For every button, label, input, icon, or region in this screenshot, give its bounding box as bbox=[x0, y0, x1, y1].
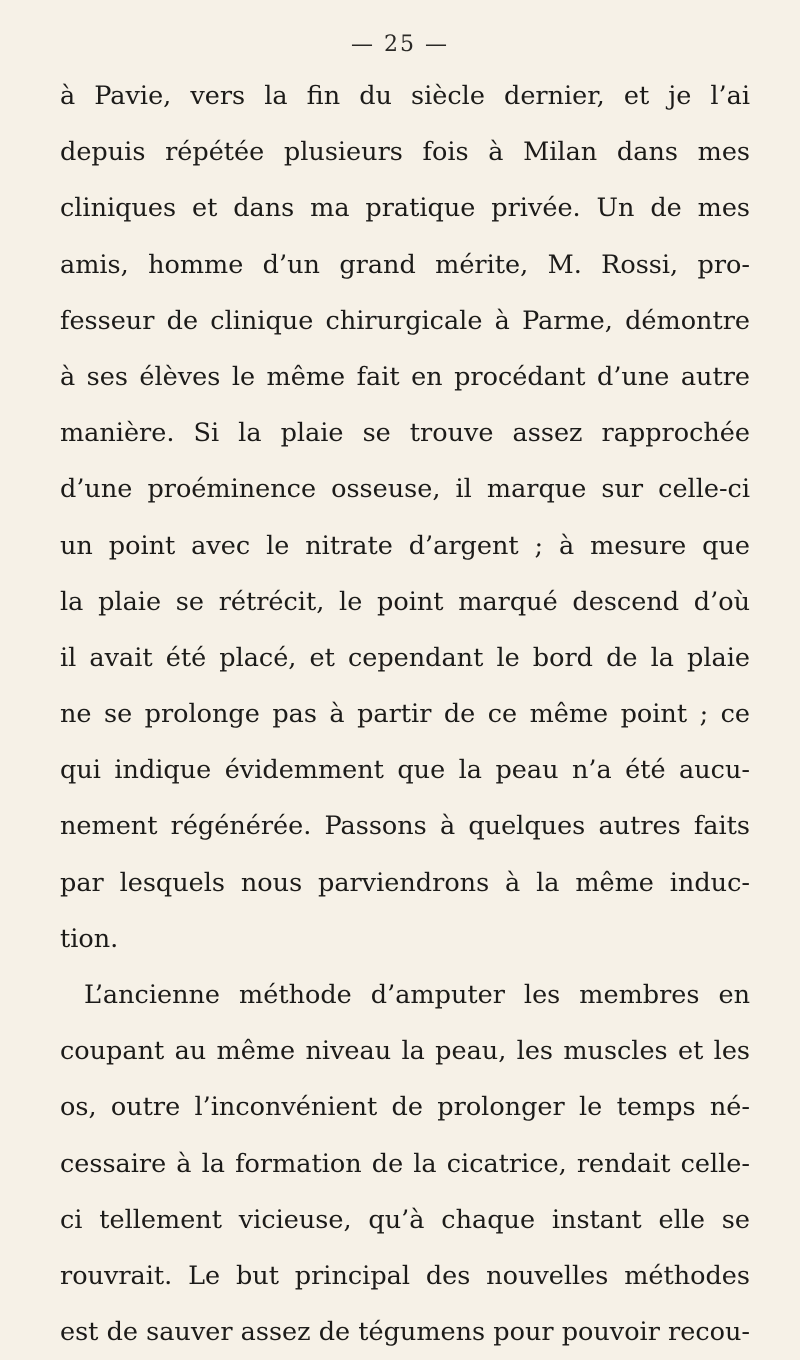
text-line: qui indique évidemment que la peau n’a été aucu- bbox=[60, 755, 750, 786]
text-line: d’une proéminence osseuse, il marque sur celle-ci bbox=[60, 474, 750, 505]
text-line: il avait été placé, et cependant le bord de la plaie bbox=[60, 642, 750, 673]
text-line: à Pavie, vers la fin du siècle dernier, et je l’ai bbox=[60, 81, 750, 111]
text-line: fesseur de clinique chirurgicale à Parme, démontre bbox=[60, 305, 750, 336]
text-line: par lesquels nous parviendrons à la même induc- bbox=[60, 867, 750, 898]
text-line: cliniques et dans ma pratique privée. Un de mes bbox=[60, 193, 750, 224]
text-line: ne se prolonge pas à partir de ce même point ; ce bbox=[60, 699, 750, 730]
text-line: tion. bbox=[60, 923, 119, 954]
text-line: nement régénérée. Passons à quelques autres faits bbox=[60, 811, 750, 842]
text-line: amis, homme d’un grand mérite, M. Rossi, pro- bbox=[60, 249, 750, 280]
text-line: manière. Si la plaie se trouve assez rapprochée bbox=[60, 418, 750, 449]
text-line: à ses élèves le même fait en procédant d’une autre bbox=[60, 361, 750, 392]
text-line: un point avec le nitrate d’argent ; à mesure que bbox=[60, 530, 750, 561]
text-line: L’ancienne méthode d’amputer les membres en bbox=[84, 980, 750, 1010]
text-line: cessaire à la formation de la cicatrice, rendait celle- bbox=[60, 1148, 750, 1179]
text-line: coupant au même niveau la peau, les muscles et les bbox=[60, 1036, 750, 1067]
text-line: la plaie se rétrécit, le point marqué descend d’où bbox=[60, 586, 750, 617]
text-line: ci tellement vicieuse, qu’à chaque instant elle se bbox=[60, 1204, 750, 1235]
body-text bbox=[60, 68, 750, 1360]
text-line: est de sauver assez de tégumens pour pouvoir recou- bbox=[60, 1317, 750, 1348]
page-number: — 25 — bbox=[351, 32, 449, 57]
text-line: rouvrait. Le but principal des nouvelles méthodes bbox=[60, 1260, 750, 1291]
text-line: depuis répétée plusieurs fois à Milan dans mes bbox=[60, 137, 750, 168]
text-line: os, outre l’inconvénient de prolonger le temps né- bbox=[60, 1092, 750, 1123]
